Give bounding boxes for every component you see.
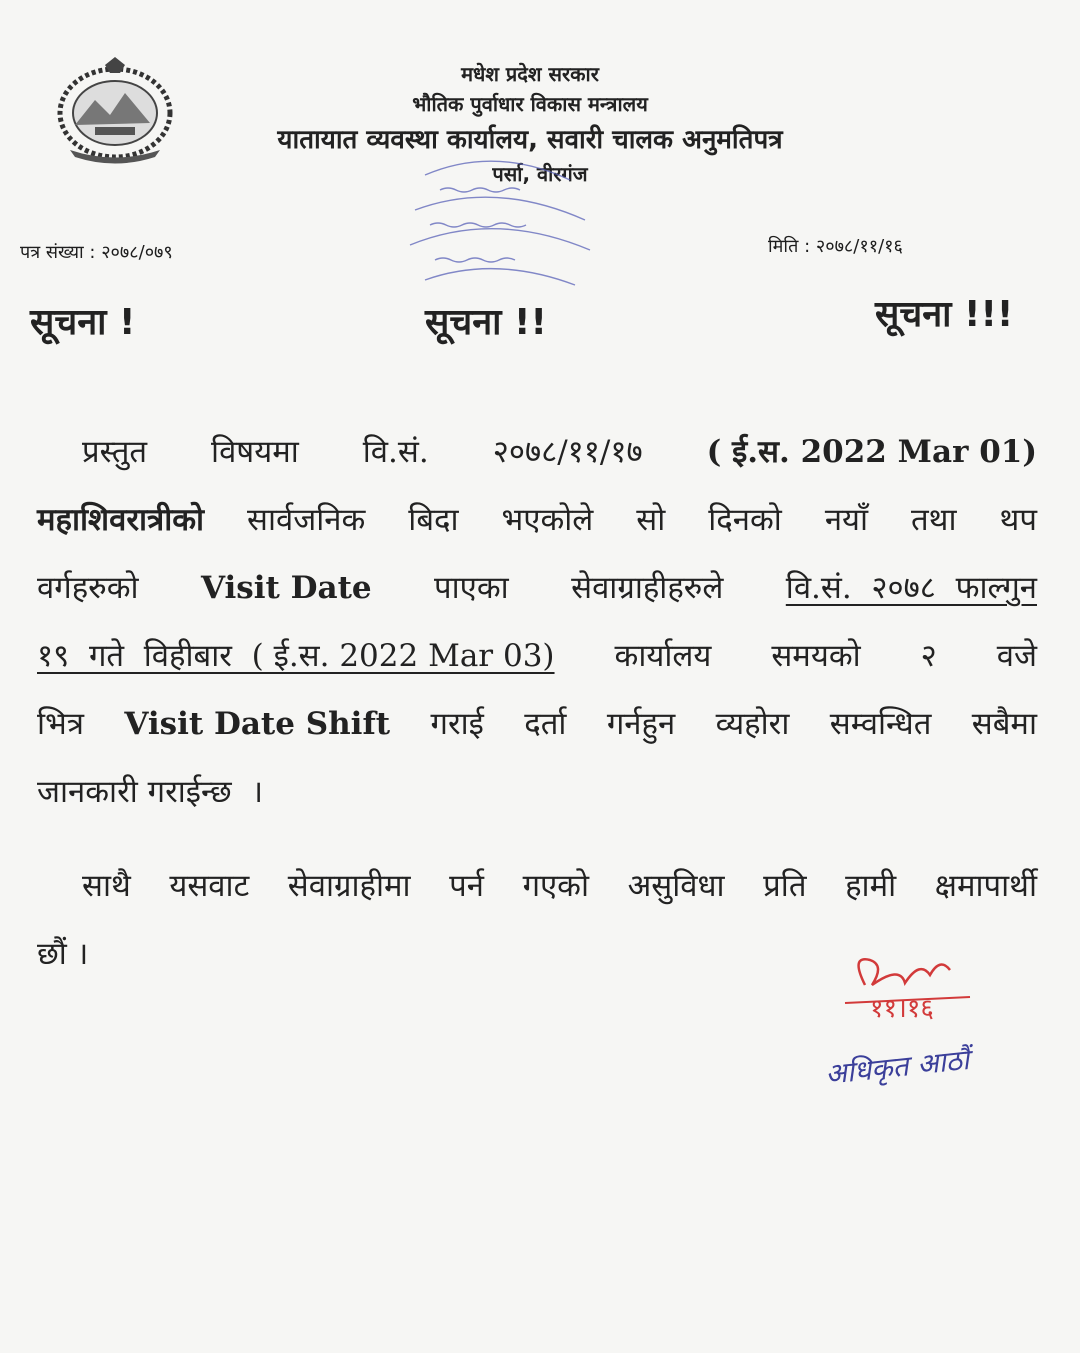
word: कार्यालय — [614, 638, 712, 674]
word: Visit Date Shift — [124, 706, 391, 742]
word: सेवाग्राहीमा — [287, 868, 411, 904]
paragraph-line — [37, 622, 1037, 690]
word: Visit Date — [200, 570, 372, 606]
word: सार्वजनिक — [247, 502, 366, 538]
word: सबैमा — [971, 706, 1037, 742]
word: जानकारी गराईन्छ । — [37, 774, 264, 810]
paragraph-line — [37, 758, 1037, 826]
word: २०७८/११/१७ — [492, 434, 643, 470]
letter-date: मिति : २०७८/११/१६ — [768, 236, 903, 257]
word: प्रति — [763, 868, 807, 904]
word: यसवाट — [169, 868, 250, 904]
word: गएको — [522, 868, 589, 904]
word: क्षमापार्थी — [934, 868, 1037, 904]
word: दर्ता — [524, 706, 567, 742]
signature-title: अधिकृत आठौं — [823, 1042, 971, 1091]
word: पाएका — [434, 570, 509, 606]
header-line-3: यातायात व्यवस्था कार्यालय, सवारी चालक अनुमतिपत्र — [277, 125, 783, 155]
notice-heading-3: सूचना !!! — [875, 294, 1014, 335]
word: हामी — [845, 868, 897, 904]
paragraph-line — [37, 486, 1037, 554]
header-line-4: पर्सा, वीरगंज — [492, 162, 588, 186]
word: सो — [636, 502, 666, 538]
word: वि.सं. — [362, 434, 429, 470]
word: व्यहोरा — [715, 706, 790, 742]
body-paragraph-1 — [37, 418, 1037, 826]
header-line-1: मधेश प्रदेश सरकार — [461, 62, 599, 86]
word: समयको — [771, 638, 861, 674]
word: भएकोले — [501, 502, 594, 538]
underlined-date: १९ गते विहीबार ( ई.स. 2022 Mar 03) — [37, 638, 555, 674]
header-line-2: भौतिक पुर्वाधार विकास मन्त्रालय — [412, 92, 648, 116]
word: बिदा — [408, 502, 459, 538]
word: तथा — [911, 502, 957, 538]
word: साथै — [82, 868, 131, 904]
word: पर्न — [449, 868, 484, 904]
paragraph-line — [37, 418, 1037, 486]
signature-date: ११।१६ — [870, 994, 934, 1024]
word: गराई — [430, 706, 484, 742]
letter-number: पत्र संख्या : २०७८/०७९ — [20, 242, 173, 263]
word: वजे — [996, 638, 1037, 674]
paragraph-line — [37, 852, 1037, 920]
word: प्रस्तुत — [82, 434, 148, 470]
word: छौं । — [37, 936, 89, 972]
word: विषयमा — [211, 434, 299, 470]
underlined-date: वि.सं. २०७८ फाल्गुन — [785, 570, 1037, 606]
paragraph-line — [37, 554, 1037, 622]
word: सेवाग्राहीहरुले — [571, 570, 724, 606]
word: दिनको — [708, 502, 782, 538]
notice-heading-1: सूचना ! — [30, 302, 136, 343]
word: थप — [999, 502, 1037, 538]
gregorian-date: ( ई.स. 2022 Mar 01) — [706, 434, 1037, 470]
paragraph-line — [37, 690, 1037, 758]
office-stamp-icon — [385, 150, 605, 300]
word: वर्गहरुको — [37, 570, 139, 606]
word: भित्र — [37, 706, 84, 742]
word: असुविधा — [627, 868, 725, 904]
signature-icon — [810, 945, 1060, 1105]
word: गर्नहुन — [606, 706, 676, 742]
word: २ — [920, 638, 937, 674]
nepal-emblem-icon — [50, 55, 180, 165]
word: सम्वन्धित — [829, 706, 932, 742]
notice-heading-2: सूचना !! — [425, 302, 547, 343]
word: नयाँ — [824, 502, 869, 538]
word: महाशिवरात्रीको — [37, 502, 205, 538]
